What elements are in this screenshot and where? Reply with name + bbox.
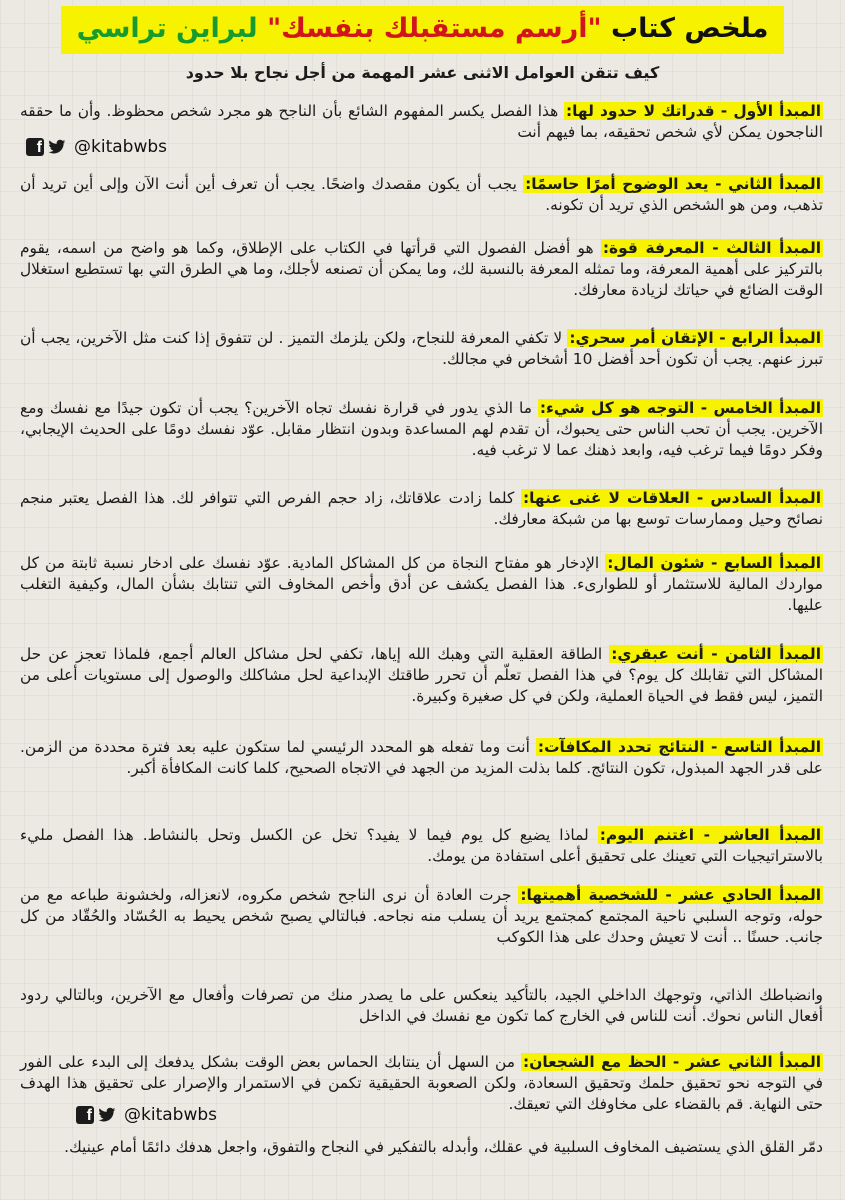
section-body: جرت العادة أن نرى الناجح شخص مكروه، لانعزاله، ولخشونة طباعه مع من حوله، وتوجه السلبي ناحية المجتمع كمجتمع يريد أن يسلب منه نجاحه. فبالتالي يصبح شخص يحيط به الحُسّاد والحُقّاد من كل جانب. حسنًا .. أنت لا تعيش وحدك على هذا الكوكب (20, 886, 823, 946)
section-heading: المبدأ الثامن - أنت عبقري: (611, 645, 821, 663)
social-handle-text: @kitabwbs (124, 1105, 217, 1125)
title-book-name: "أرسم مستقبلك بنفسك" (267, 13, 602, 44)
page-subtitle: كيف تتقن العوامل الاثنى عشر المهمة من أجل نجاح بلا حدود (185, 63, 660, 82)
section-heading: المبدأ الحادي عشر - للشخصية أهميتها: (520, 886, 822, 904)
section-10 (20, 825, 823, 867)
section-heading: المبدأ الخامس - التوجه هو كل شيء: (539, 399, 821, 417)
section-heading: المبدأ الثاني عشر - الحظ مع الشجعان: (523, 1053, 821, 1071)
section-body: ما الذي يدور في قرارة نفسك تجاه الآخرين؟ يجب أن تكون جيدًا مع نفسك ومع الآخرين. يجب أن تحب الناس حتى يحبوك، أن تقدم لهم المساعدة وبدون انتظار مقابل. عوّد نفسك دومًا على الحديث الإيجابي، وفكر دومًا فيما ترغب فيه، وابعد ذهنك عما لا ترغب فيه. (20, 399, 823, 459)
section-11 (20, 885, 823, 948)
section-body: لماذا يضيع كل يوم فيما لا يفيد؟ تخل عن الكسل وتحل بالنشاط. هذا الفصل مليء بالاستراتيجيات التي تعينك على تحقيق أعلى استفادة من يومك. (20, 826, 823, 865)
section-heading: المبدأ الأول - قدراتك لا حدود لها: (565, 102, 821, 120)
title-prefix: ملخص كتاب (610, 13, 769, 44)
section-12-continued (20, 1137, 823, 1158)
section-body: كلما زادت علاقاتك، زاد حجم الفرص التي تتوافر لك. هذا الفصل يعتبر منجم نصائح وحيل وممارسات توسع بها من شبكة معارفك. (20, 489, 823, 528)
section-6 (20, 488, 823, 530)
section-3 (20, 238, 823, 301)
facebook-icon[interactable]: f (76, 1106, 94, 1124)
section-heading: المبدأ السابع - شئون المال: (607, 554, 822, 572)
section-heading: المبدأ الثاني - يعد الوضوح أمرًا حاسمًا: (525, 175, 821, 193)
section-2 (20, 174, 823, 216)
social-handle-top[interactable] (26, 137, 167, 157)
section-body: الطاقة العقلية التي وهبك الله إياها، تكفي لحل مشاكل العالم أجمع، فلماذا تعجز عن حل المشاكل التي تقابلك كل يوم؟ في هذا الفصل تعلّم أن تحرر طاقتك الإبداعية لحل مشاكلك والوصول إلى مستويات أعلى من التميز، ليس فقط في الحياة العملية، ولكن في كل صغيرة وكبيرة. (20, 645, 823, 705)
section-body: من السهل أن ينتابك الحماس بعض الوقت بشكل يدفعك إلى البدء على الفور في التوجه نحو تحقيق حلمك وتحقيق السعادة، ولكن الصعوبة الحقيقية تكمن في الاستمرار والإصرار على تحقيق هذا الهدف حتى النهاية. قم بالقضاء على مخاوفك التي تعيقك. (20, 1053, 823, 1113)
section-heading: المبدأ العاشر - اغتنم اليوم: (599, 826, 821, 844)
twitter-icon[interactable] (48, 139, 66, 155)
section-body: لا تكفي المعرفة للنجاح، ولكن يلزمك التميز . لن تتفوق إذا كنت مثل الآخرين، يجب أن تبرز عنهم. يجب أن تكون أحد أفضل 10 أشخاص في مجالك. (20, 329, 823, 368)
section-8 (20, 644, 823, 707)
section-7 (20, 553, 823, 616)
section-heading: المبدأ التاسع - النتائج تحدد المكافآت: (537, 738, 822, 756)
section-11-continued (20, 985, 823, 1027)
section-body: دمّر القلق الذي يستضيف المخاوف السلبية في عقلك، وأبدله بالتفكير في النجاح والتفوق، واجعل هدفك دائمًا أمام عينيك. (64, 1138, 823, 1156)
section-heading: المبدأ الرابع - الإتقان أمر سحري: (569, 329, 821, 347)
social-handle-bottom[interactable] (76, 1105, 217, 1125)
title-author: لبراين تراسي (76, 13, 258, 44)
section-9 (20, 737, 823, 779)
section-heading: المبدأ السادس - العلاقات لا غنى عنها: (523, 489, 821, 507)
section-body: هو أفضل الفصول التي قرأتها في الكتاب على الإطلاق، وكما هو واضح من اسمه، يقوم بالتركيز على أهمية المعرفة، وما تمثله المعرفة بالنسبة لك، وما يمكن أن تصنعه لأجلك، وما هي الطرق التي بها تستطيع استغلال الوقت الضائع في حياتك لزيادة معارفك. (20, 239, 823, 299)
social-handle-text: @kitabwbs (74, 137, 167, 157)
section-body: يجب أن يكون مقصدك واضحًا. يجب أن تعرف أين أنت الآن وإلى أين تريد أن تذهب، ومن هو الشخص الذي تريد أن تكونه. (20, 175, 823, 214)
section-body: أنت وما تفعله هو المحدد الرئيسي لما ستكون عليه بعد فترة محددة من الزمن. على قدر الجهد المبذول، تكون النتائج. كلما بذلت المزيد من الجهد في الاتجاه الصحيح، كلما كانت المكافأة أكبر. (20, 738, 823, 777)
twitter-icon[interactable] (98, 1107, 116, 1123)
section-body: وانضباطك الذاتي، وتوجهك الداخلي الجيد، بالتأكيد ينعكس على ما يصدر منك من تصرفات وأفعال مع الآخرين، وبالتالي ردود أفعال الناس نحوك. أنت للناس في الخارج كما تكون مع نفسك في الداخل (20, 986, 823, 1025)
section-heading: المبدأ الثالث - المعرفة قوة: (602, 239, 821, 257)
section-4 (20, 328, 823, 370)
section-body: هذا الفصل يكسر المفهوم الشائع بأن الناجح هو مجرد شخص محظوظ. وأن ما حققه الناجحون يمكن لأي شخص تحقيقه، بما فيهم أنت (20, 102, 823, 141)
facebook-icon[interactable]: f (26, 138, 44, 156)
section-5 (20, 398, 823, 461)
section-body: الإدخار هو مفتاح النجاة من كل المشاكل المادية. عوّد نفسك على ادخار نسبة ثابتة من كل مواردك المالية للاستثمار أو للطوارىء. هذا الفصل يكشف عن أدق وأخص المخاوف التي تنتابك بشأن المال، وكيفية التغلب عليها. (20, 554, 823, 614)
